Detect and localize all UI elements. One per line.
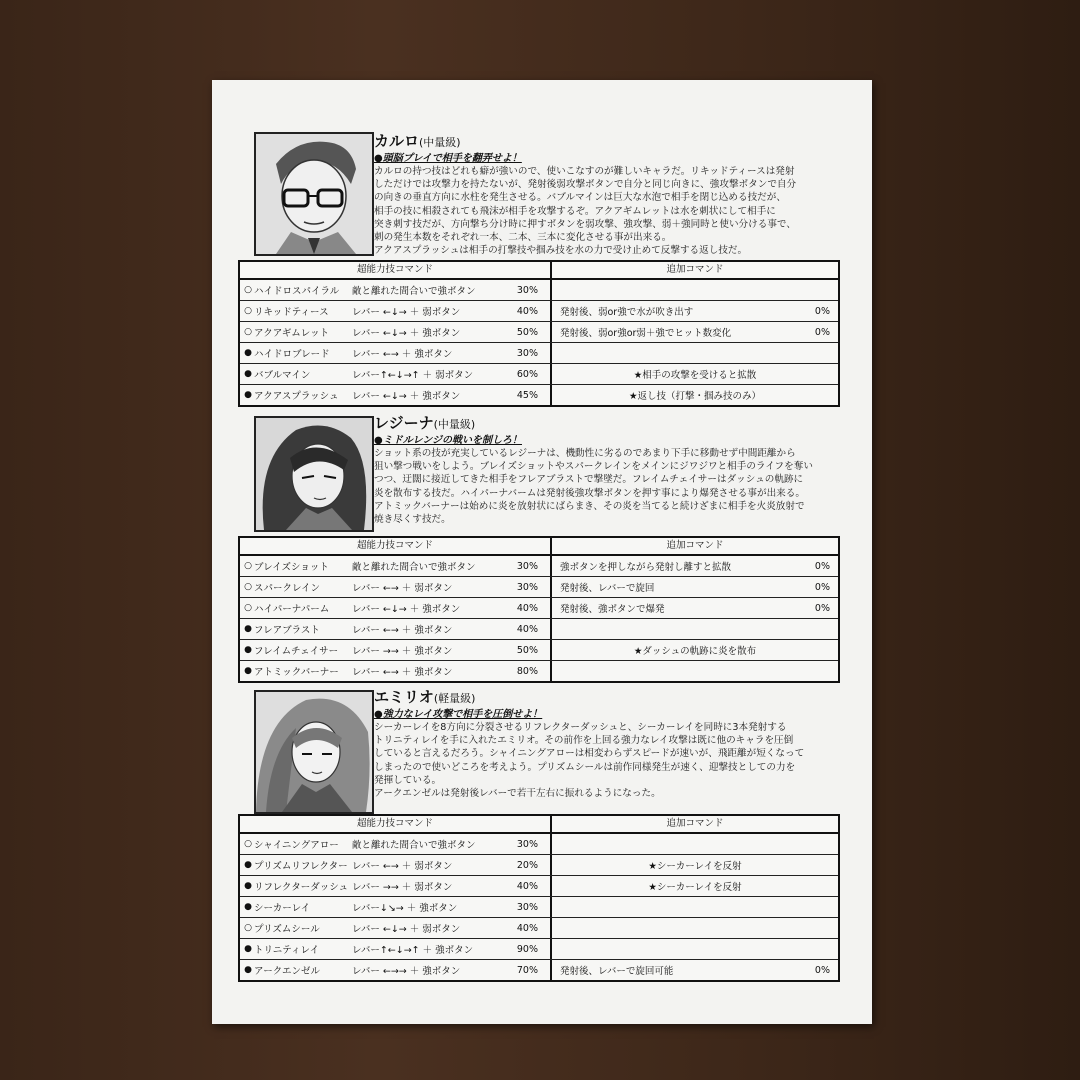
move-input: 敵と離れた間合いで強ボタン (352, 286, 476, 297)
table-row (240, 939, 838, 960)
move-name: アクアギムレット (254, 328, 330, 339)
description-line: していると言えるだろう。シャイニングアローは相変わらずスピードが速いが、飛距離が短くなって (374, 748, 805, 760)
move-type-mark: ● (244, 624, 252, 634)
move-type-mark: ● (244, 369, 252, 379)
description-line: 刺の発生本数をそれぞれ一本、二本、三本に変化させる事が出来る。 (374, 232, 672, 244)
move-name: ハイドロブレード (254, 349, 330, 360)
character-name: レジーナ (374, 414, 434, 432)
move-input: レバー ←→→ ＋ 強ボタン (352, 966, 461, 977)
header-psychic-commands: 超能力技コマンド (240, 262, 552, 278)
character-header (374, 132, 842, 257)
move-input: レバー →→ ＋ 強ボタン (352, 646, 453, 657)
command-table (238, 260, 840, 407)
table-row (240, 556, 838, 577)
extra-cost: 0% (814, 581, 830, 593)
table-row (240, 577, 838, 598)
table-row (240, 343, 838, 364)
character-weight: (軽量級) (433, 692, 476, 705)
description-line: 焼き尽くす技だ。 (374, 514, 451, 526)
move-type-mark: ○ (244, 582, 252, 592)
move-input: 敵と離れた間合いで強ボタン (352, 840, 476, 851)
move-cost: 70% (516, 964, 538, 976)
extra-command: 強ボタンを押しながら発射し離すと拡散 (560, 562, 732, 573)
character-name: エミリオ (374, 688, 434, 706)
header-additional-commands: 追加コマンド (666, 540, 724, 551)
extra-command: ★ダッシュの軌跡に炎を散布 (633, 646, 757, 657)
command-table-header (240, 816, 838, 834)
move-name: トリニティレイ (254, 945, 320, 956)
character-description (374, 447, 842, 526)
move-cost: 30% (516, 560, 538, 572)
header-psychic-commands: 超能力技コマンド (240, 538, 552, 554)
character-header (374, 414, 842, 526)
command-table-header (240, 538, 838, 556)
table-row (240, 960, 838, 980)
move-name: プリズムリフレクター (254, 861, 348, 872)
move-input: レバー ←↓→ ＋ 弱ボタン (352, 924, 461, 935)
character-tagline: ●強力なレイ攻撃で相手を圧倒せよ！ (374, 709, 543, 720)
header-psychic-commands: 超能力技コマンド (240, 816, 552, 832)
move-input: レバー↑←↓→↑ ＋ 強ボタン (352, 945, 474, 956)
character-portrait (254, 690, 374, 814)
move-name: ハイドロスパイラル (254, 286, 340, 297)
table-row (240, 322, 838, 343)
extra-cost: 0% (814, 602, 830, 614)
move-name: アークエンゼル (254, 966, 321, 977)
table-row (240, 918, 838, 939)
move-name: フレイムチェイサー (254, 646, 339, 657)
header-additional-commands: 追加コマンド (666, 818, 724, 829)
table-row (240, 834, 838, 855)
extra-command: ★シーカーレイを反射 (648, 882, 742, 893)
extra-command: ★返し技（打撃・掴み技のみ） (628, 391, 762, 402)
character-name: カルロ (374, 132, 420, 150)
move-cost: 40% (516, 623, 538, 635)
move-type-mark: ● (244, 645, 252, 655)
table-row (240, 619, 838, 640)
table-row (240, 661, 838, 681)
character-portrait (254, 132, 374, 256)
description-line: 狙い撃つ戦いをしよう。ブレイズショットやスパークレインをメインにジワジワと相手のライフを奪い (374, 461, 813, 473)
description-line: カルロの持つ技はどれも癖が強いので、使いこなすのが難しいキャラだ。リキッドティースは発射 (374, 166, 795, 177)
move-type-mark: ○ (244, 603, 252, 613)
move-cost: 50% (516, 644, 538, 656)
extra-cost: 0% (814, 964, 830, 976)
character-name-line (374, 132, 842, 152)
character-portrait-image (256, 134, 372, 254)
character-name-line (374, 414, 842, 434)
move-cost: 30% (516, 284, 538, 296)
extra-cost: 0% (814, 560, 830, 572)
description-line: 発揮している。 (374, 774, 442, 786)
move-cost: 30% (516, 838, 538, 850)
move-name: バブルマイン (254, 370, 311, 381)
extra-command: 発射後、レバーで旋回 (560, 583, 655, 594)
command-table (238, 536, 840, 683)
move-cost: 80% (516, 665, 538, 677)
move-type-mark: ○ (244, 327, 252, 337)
move-cost: 30% (516, 347, 538, 359)
move-input: レバー ←↓→ ＋ 強ボタン (352, 604, 461, 615)
extra-command: ★シーカーレイを反射 (648, 861, 742, 872)
character-name-line (374, 688, 842, 708)
character-description (374, 721, 842, 800)
move-type-mark: ● (244, 390, 252, 400)
move-name: アクアスプラッシュ (254, 391, 339, 402)
move-input: レバー ←→ ＋ 強ボタン (352, 625, 453, 636)
table-row (240, 855, 838, 876)
table-row (240, 280, 838, 301)
character-portrait (254, 416, 374, 532)
move-type-mark: ● (244, 902, 252, 912)
move-name: ハイパーナパーム (254, 604, 330, 615)
move-input: レバー ←→ ＋ 弱ボタン (352, 861, 453, 872)
move-type-mark: ○ (244, 839, 252, 849)
move-cost: 30% (516, 901, 538, 913)
move-cost: 40% (516, 602, 538, 614)
move-cost: 30% (516, 581, 538, 593)
table-row (240, 598, 838, 619)
description-line: アトミックバーナーは始めに炎を放射状にばらまき、その炎を当てると続けざまに相手を火炎放射で (374, 500, 805, 512)
move-name: リキッドティース (254, 307, 329, 318)
description-line: トリニティレイを手に入れたエミリオ。その前作を上回る強力なレイ攻撃は既に他のキャラを圧倒 (374, 735, 794, 747)
move-input: レバー ←↓→ ＋ 強ボタン (352, 328, 461, 339)
move-cost: 50% (516, 326, 538, 338)
description-line: 炎を散布する技だ。ハイパーナバームは発射後強攻撃ボタンを押す事により爆発させる事が出来る。 (374, 487, 805, 499)
table-row (240, 640, 838, 661)
description-line: 突き刺す技だが、方向撃ち分け時に押すボタンを弱攻撃、強攻撃、弱＋強同時と使い分ける事で、 (374, 218, 796, 230)
table-row (240, 876, 838, 897)
move-name: シャイニングアロー (254, 840, 339, 851)
table-row (240, 897, 838, 918)
description-line: 相手の技に相殺されても飛沫が相手を攻撃するぞ。アクアギムレットは水を刺状にして相手に (374, 205, 776, 217)
move-cost: 90% (516, 943, 538, 955)
move-type-mark: ● (244, 944, 252, 954)
extra-command: 発射後、弱or強で水が吹き出す (560, 307, 694, 318)
move-type-mark: ● (244, 348, 252, 358)
move-input: 敵と離れた間合いで強ボタン (352, 562, 476, 573)
move-cost: 20% (516, 859, 538, 871)
move-cost: 60% (516, 368, 538, 380)
move-name: フレアブラスト (254, 625, 320, 636)
description-line: つつ、迂闊に接近してきた相手をフレアブラストで撃墜だ。フレイムチェイサーはダッシュの軌跡に (374, 474, 804, 486)
table-row (240, 364, 838, 385)
move-input: レバー↑←↓→↑ ＋ 弱ボタン (352, 370, 474, 381)
description-line: シーカーレイを8方向に分裂させるリフレクターダッシュと、シーカーレイを同時に3本発射する (374, 722, 787, 733)
move-type-mark: ○ (244, 561, 252, 571)
move-type-mark: ● (244, 860, 252, 870)
move-type-mark: ● (244, 881, 252, 891)
move-cost: 45% (516, 389, 538, 401)
move-name: アトミックバーナー (254, 667, 339, 678)
extra-cost: 0% (814, 326, 830, 338)
extra-cost: 0% (814, 305, 830, 317)
character-tagline: ●頭脳プレイで相手を翻弄せよ！ (374, 153, 522, 164)
command-table-header (240, 262, 838, 280)
character-portrait-image (256, 418, 372, 530)
move-type-mark: ● (244, 666, 252, 676)
move-type-mark: ○ (244, 285, 252, 295)
description-line: アークエンゼルは発射後レバーで若干左右に振れるようになった。 (374, 788, 661, 800)
move-cost: 40% (516, 305, 538, 317)
move-type-mark: ● (244, 965, 252, 975)
command-table (238, 814, 840, 982)
move-name: スパークレイン (254, 583, 321, 594)
move-input: レバー ←→ ＋ 強ボタン (352, 349, 453, 360)
move-type-mark: ○ (244, 306, 252, 316)
character-tagline: ●ミドルレンジの戦いを制しろ！ (374, 435, 522, 446)
move-input: レバー ←→ ＋ 弱ボタン (352, 583, 453, 594)
table-row (240, 385, 838, 405)
move-input: レバー↓↘→ ＋ 強ボタン (352, 903, 458, 914)
description-line: アクアスプラッシュは相手の打撃技や掴み技を水の力で受け止めて反撃する返し技だ。 (374, 245, 748, 257)
move-cost: 40% (516, 922, 538, 934)
move-input: レバー →→ ＋ 弱ボタン (352, 882, 453, 893)
description-line: しまったので使いどころを考えよう。プリズムシールは前作同様発生が速く、迎撃技としての力を (374, 761, 796, 773)
extra-command: 発射後、レバーで旋回可能 (560, 966, 674, 977)
move-input: レバー ←↓→ ＋ 強ボタン (352, 391, 461, 402)
move-input: レバー ←↓→ ＋ 弱ボタン (352, 307, 461, 318)
move-input: レバー ←→ ＋ 強ボタン (352, 667, 453, 678)
move-name: ブレイズショット (254, 562, 329, 573)
move-name: リフレクターダッシュ (254, 882, 349, 893)
extra-command: 発射後、強ボタンで爆発 (560, 604, 665, 615)
extra-command: ★相手の攻撃を受けると拡散 (633, 370, 757, 381)
character-header (374, 688, 842, 800)
description-line: ショット系の技が充実しているレジーナは、機動性に劣るのであまり下手に移動せず中間距離から (374, 448, 796, 459)
move-type-mark: ○ (244, 923, 252, 933)
character-portrait-image (256, 692, 372, 812)
move-cost: 40% (516, 880, 538, 892)
character-weight: (中量級) (433, 418, 476, 431)
extra-command: 発射後、弱or強or弱＋強でヒット数変化 (560, 328, 732, 339)
table-row (240, 301, 838, 322)
character-weight: (中量級) (419, 136, 461, 149)
header-additional-commands: 追加コマンド (666, 264, 724, 275)
move-name: シーカーレイ (254, 903, 311, 914)
manual-page (212, 80, 872, 1024)
description-line: しただけでは攻撃力を持たないが、発射後弱攻撃ボタンで自分と同じ向きに、強攻撃ボタンで自分 (374, 179, 797, 191)
description-line: の向きの垂直方向に水柱を発生させる。バブルマインは巨大な水泡で相手を閉じ込める技だが、 (374, 192, 786, 204)
character-description (374, 165, 842, 257)
move-name: プリズムシール (254, 924, 320, 935)
